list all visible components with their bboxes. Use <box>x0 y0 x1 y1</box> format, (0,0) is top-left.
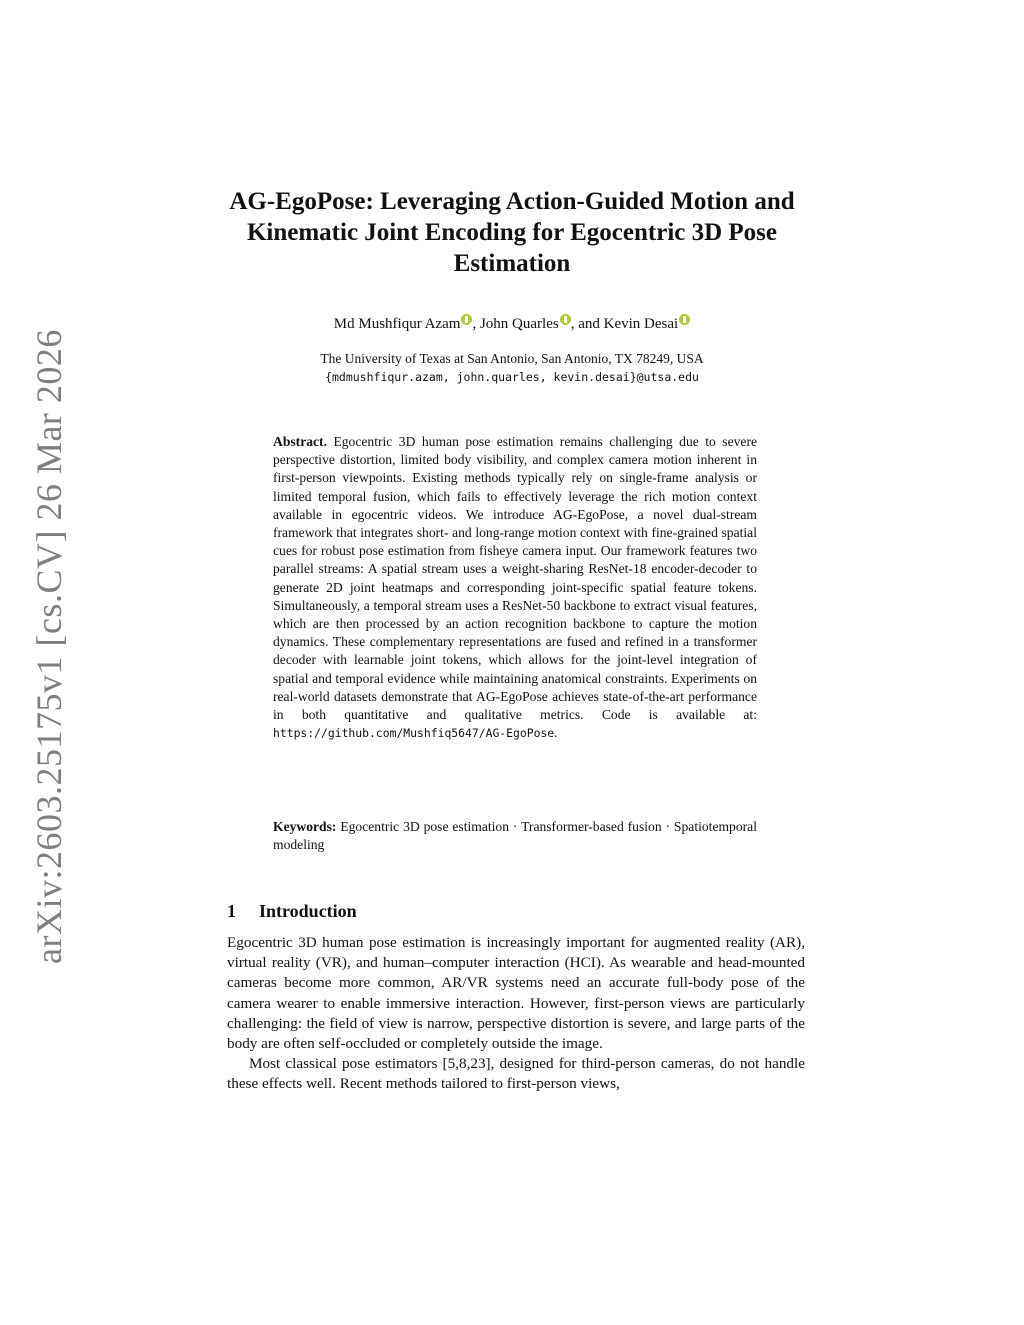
section-heading <box>227 901 357 922</box>
paragraph: Most classical pose estimators [5,8,23], designed for third-person cameras, do not handle these effects well. Recent methods tailored to first-person views, <box>227 1055 805 1093</box>
orcid-icon[interactable] <box>461 314 472 325</box>
abstract <box>273 433 757 742</box>
section-body <box>227 933 805 1095</box>
author-list <box>200 314 824 333</box>
orcid-icon[interactable] <box>679 314 690 325</box>
arxiv-identifier: arXiv:2603.25175v1 [cs.CV] 26 Mar 2026 <box>29 329 69 964</box>
affiliation: The University of Texas at San Antonio, San Antonio, TX 78249, USA <box>320 351 704 366</box>
code-link[interactable]: https://github.com/Mushfiq5647/AG-EgoPose <box>273 726 555 741</box>
abstract-text: Egocentric 3D human pose estimation remains challenging due to severe perspective distortion, limited body visibility, and complex camera motion inherent in first-person viewpoints. Existing methods typically rely on single-frame analysis or limited temporal fusion, which fails to effectively leverage the rich motion context available in egocentric videos. We introduce AG-EgoPose, a novel dual-stream framework that integrates short- and long-range motion context with fine-grained spatial cues for robust pose estimation from fisheye camera input. Our framework features two parallel streams: A spatial stream uses a weight-sharing ResNet-18 encoder-decoder to generate 2D joint heatmaps and corresponding joint-specific spatial feature tokens. Simultaneously, a temporal stream uses a ResNet-50 backbone to extract visual features, which are then processed by an action recognition backbone to capture the motion dynamics. These complementary representations are fused and refined in a transformer decoder with learnable joint tokens, which allows for the joint-level integration of spatial and temporal evidence while maintaining anatomical constraints. Experiments on real-world datasets demonstrate that AG-EgoPose achieves state-of-the-art performance in both quantitative and qualitative metrics. Code is available at: <box>273 434 757 723</box>
author-name: John Quarles <box>479 316 559 332</box>
affiliation-block <box>200 350 824 386</box>
abstract-label: Abstract. <box>273 434 327 449</box>
section-title: Introduction <box>259 901 357 921</box>
keywords <box>273 818 757 854</box>
paragraph: Egocentric 3D human pose estimation is increasingly important for augmented reality (AR), virtual reality (VR), and human–computer interaction (HCI). As wearable and head-mounted cameras become more common, AR/VR systems need an accurate full-body pose of the camera wearer to enable immersive interaction. However, first-person views are particularly challenging: the field of view is narrow, perspective distortion is severe, and large parts of the body are often self-occluded or completely outside the image. <box>227 934 805 1053</box>
author-separator: , and <box>570 316 604 332</box>
orcid-icon[interactable] <box>560 314 571 325</box>
author-emails: {mdmushfiqur.azam, john.quarles, kevin.desai}@utsa.edu <box>325 370 699 384</box>
section-number: 1 <box>227 901 236 921</box>
abstract-end: . <box>554 725 558 741</box>
author-name: Md Mushfiqur Azam <box>333 316 461 332</box>
keywords-label: Keywords: <box>273 819 337 834</box>
keywords-text: Egocentric 3D pose estimation · Transformer-based fusion · Spatiotemporal modeling <box>273 819 757 853</box>
author-separator: , <box>472 316 480 332</box>
paper-title: AG-EgoPose: Leveraging Action-Guided Motion and Kinematic Joint Encoding for Egocentric 3D Pose Estimation <box>229 188 795 277</box>
author-name: Kevin Desai <box>603 316 679 332</box>
